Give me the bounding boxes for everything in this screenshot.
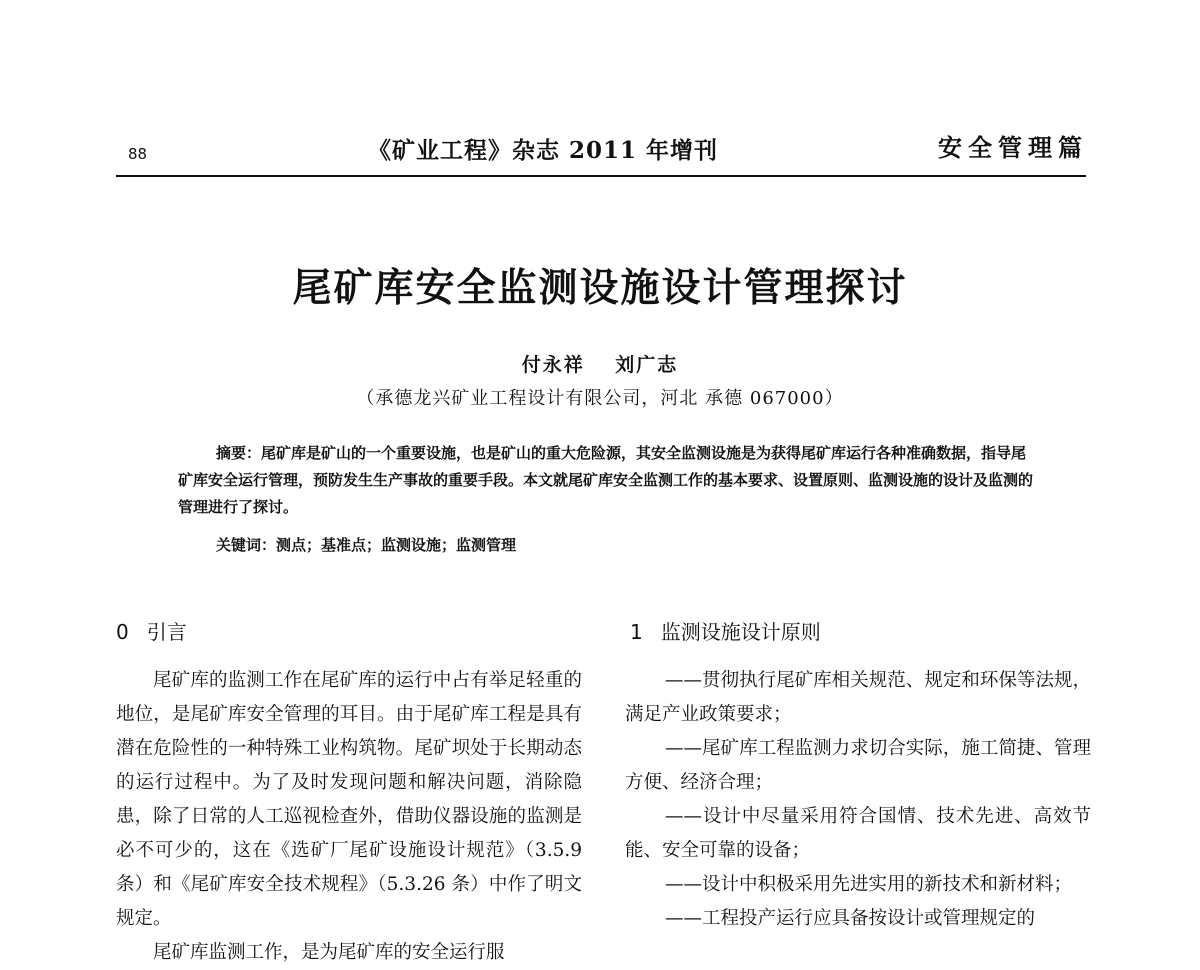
abstract-label: 摘要： [216, 444, 262, 462]
header-rule [116, 175, 1086, 177]
section-heading-1 [630, 616, 821, 645]
principle-item: ——设计中尽量采用符合国情、技术先进、高效节能、安全可靠的设备； [625, 806, 1091, 861]
principle-item: ——设计中积极采用先进实用的新技术和新材料； [665, 874, 1073, 895]
principle-item: ——工程投产运行应具备按设计或管理规定的 [665, 908, 1036, 929]
keywords [216, 534, 516, 555]
page-number: 88 [128, 145, 148, 163]
right-column [625, 664, 1091, 936]
abstract-text: 尾矿库是矿山的一个重要设施，也是矿山的重大危险源，其安全监测设施是为获得尾矿库运行各种准确数据，指导尾矿库安全运行管理，预防发生生产事故的重要手段。本文就尾矿库安全监测工作的基本要求、设置原则、监测设施的设计及监测的管理进行了探讨。 [178, 444, 1034, 516]
affiliation: （承德龙兴矿业工程设计有限公司，河北 承德 067000） [356, 388, 844, 409]
section-number: 0 [116, 620, 129, 644]
principle-item: ——贯彻执行尾矿库相关规范、规定和环保等法规，满足产业政策要求； [625, 670, 1091, 725]
paragraph: 尾矿库监测工作，是为尾矿库的安全运行服 [153, 942, 505, 963]
authors: 付永祥 刘广志 [521, 354, 679, 376]
section-tag: 安全管理篇 [938, 133, 1088, 162]
section-heading-0 [116, 616, 187, 645]
principle-item: ——尾矿库工程监测力求切合实际，施工简捷、管理方便、经济合理； [625, 738, 1091, 793]
paragraph: 尾矿库的监测工作在尾矿库的运行中占有举足轻重的地位，是尾矿库安全管理的耳目。由于尾矿库工程是具有潜在危险性的一种特殊工业构筑物。尾矿坝处于长期动态的运行过程中。为了及时发现问题和解决问题，消除隐患，除了日常的人工巡视检查外，借助仪器设施的监测是必不可少的，这在《选矿厂尾矿设施设计规范》（3.5.9 条）和《尾矿库安全技术规程》（5.3.26 条）中作了明文规定。 [116, 670, 582, 929]
article-title: 尾矿库安全监测设施设计管理探讨 [292, 265, 908, 311]
abstract [178, 440, 1036, 521]
journal-title: 《矿业工程》杂志 2011 年增刊 [368, 137, 719, 164]
keywords-text: 测点；基准点；监测设施；监测管理 [276, 536, 517, 554]
section-title: 引言 [146, 620, 187, 644]
section-title: 监测设施设计原则 [660, 620, 821, 644]
section-number: 1 [630, 620, 643, 644]
left-column [116, 664, 582, 970]
keywords-label: 关键词： [216, 536, 277, 554]
